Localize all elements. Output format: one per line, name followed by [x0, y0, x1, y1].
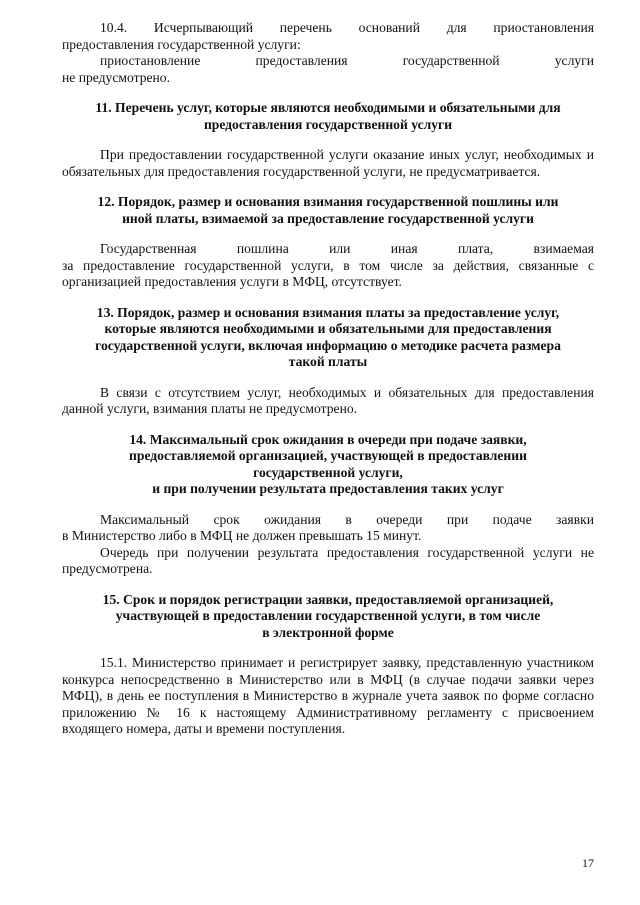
heading-line: и при получении результата предоставления таких услуг	[152, 481, 504, 496]
paragraph-line: предоставления государственной услуги:	[62, 36, 301, 52]
section-14-heading	[62, 432, 594, 498]
section-15-body: 15.1. Министерство принимает и регистрирует заявку, представленную участником конкурса непосредственно в Министерство или в МФЦ (в случае подачи заявки через МФЦ), в день ее поступления в Министерство в журнале учета заявок по форме согласно приложению № 16 к настоящему Административному регламенту с присвоением входящего номера, даты и времени поступления.	[62, 655, 594, 736]
heading-line: государственной услуги,	[253, 464, 403, 480]
section-12-body	[62, 241, 594, 291]
heading-line: участвующей в предоставлении государственной услуги, в том числе	[115, 608, 541, 623]
section-13-heading	[62, 305, 594, 371]
section-11-body: При предоставлении государственной услуги оказание иных услуг, необходимых и обязательных для предоставления государственной услуги, не предусматривается.	[62, 147, 594, 179]
paragraph-line: приостановление предоставления государственной услуги	[100, 53, 594, 68]
page-number: 17	[582, 856, 594, 870]
paragraph-line: 10.4. Исчерпывающий перечень оснований для приостановления	[100, 20, 594, 35]
heading-line: 14. Максимальный срок ожидания в очереди при подаче заявки,	[129, 431, 527, 447]
heading-line: которые являются необходимыми и обязательными для предоставления	[104, 321, 552, 336]
heading-line: 11. Перечень услуг, которые являются необходимыми и обязательными для	[95, 100, 561, 115]
paragraph-line: не предусмотрено.	[62, 69, 171, 85]
section-11-heading	[62, 100, 594, 133]
heading-line: 12. Порядок, размер и основания взимания государственной пошлины или	[97, 194, 559, 209]
heading-line: иной платы, взимаемой за предоставление государственной услуги	[122, 210, 534, 226]
paragraph-line: Государственная пошлина или иная плата, взимаемая	[100, 241, 594, 256]
paragraph-line: Максимальный срок ожидания в очереди при подаче заявки	[100, 511, 594, 527]
paragraph-text: в Министерство либо в МФЦ не должен превышать 15 минут.	[62, 528, 422, 543]
section-13-body: В связи с отсутствием услуг, необходимых и обязательных для предоставления данной услуги, взимания платы не предусмотрено.	[62, 384, 594, 416]
heading-line: 13. Порядок, размер и основания взимания платы за предоставление услуг,	[96, 304, 560, 320]
paragraph-text: Очередь при получении результата предоставления государственной услуги не предусмотрена.	[62, 544, 594, 576]
paragraph-text: за предоставление государственной услуги, в том числе за действия, связанные с организацией предоставления услуги в МФЦ, отсутствует.	[62, 257, 594, 289]
section-12-heading	[62, 194, 594, 227]
heading-line: предоставляемой организацией, участвующей в предоставлении	[129, 448, 527, 463]
heading-line: 15. Срок и порядок регистрации заявки, предоставляемой организацией,	[102, 591, 554, 607]
paragraph-10-4	[62, 20, 594, 86]
heading-line: такой платы	[288, 354, 368, 369]
heading-line: предоставления государственной услуги	[203, 116, 453, 132]
section-14-body	[62, 512, 594, 578]
heading-line: государственной услуги, включая информацию о методике расчета размера	[95, 337, 561, 353]
heading-line: в электронной форме	[262, 624, 394, 640]
document-page	[62, 20, 594, 738]
section-15-heading	[62, 592, 594, 642]
